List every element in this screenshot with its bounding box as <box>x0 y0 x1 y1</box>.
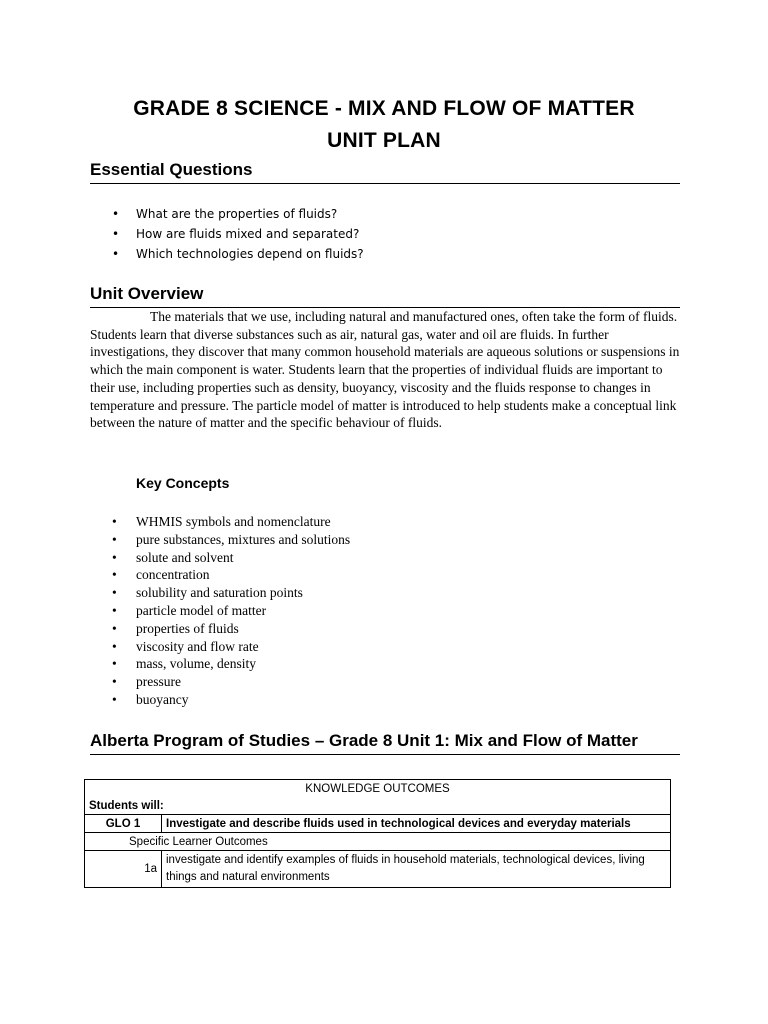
table-row <box>85 798 671 815</box>
essential-questions-heading: Essential Questions <box>90 160 253 179</box>
list-item: • How are fluids mixed and separated? <box>112 224 364 244</box>
list-item: • properties of fluids <box>112 620 350 638</box>
program-of-studies-heading: Alberta Program of Studies – Grade 8 Unit 1: Mix and Flow of Matter <box>90 731 638 750</box>
slo-code-cell: 1a <box>85 851 162 888</box>
list-item: • concentration <box>112 566 350 584</box>
title-line-1: GRADE 8 SCIENCE - MIX AND FLOW OF MATTER <box>133 97 635 120</box>
list-item: • What are the properties of fluids? <box>112 204 364 224</box>
knowledge-outcomes-table <box>84 779 671 888</box>
table-header-cell: KNOWLEDGE OUTCOMES <box>85 780 671 799</box>
glo-text-cell: Investigate and describe fluids used in technological devices and everyday materials <box>162 815 671 833</box>
list-item: • WHMIS symbols and nomenclature <box>112 513 350 531</box>
key-concepts-list <box>112 513 350 709</box>
table-row <box>85 815 671 833</box>
unit-overview-heading: Unit Overview <box>90 284 204 303</box>
table-row <box>85 833 671 851</box>
table-row <box>85 851 671 888</box>
title-line-2: UNIT PLAN <box>327 129 441 152</box>
list-item: • buoyancy <box>112 691 350 709</box>
glo-code-cell: GLO 1 <box>85 815 162 833</box>
list-item: • mass, volume, density <box>112 655 350 673</box>
students-will-cell: Students will: <box>85 798 671 815</box>
list-item: • solute and solvent <box>112 549 350 567</box>
slo-text-cell: investigate and identify examples of fluids in household materials, technological devices, living things and natural environments <box>162 851 671 888</box>
key-concepts-heading: Key Concepts <box>136 475 230 491</box>
list-item: • pressure <box>112 673 350 691</box>
list-item: • solubility and saturation points <box>112 584 350 602</box>
section-divider <box>90 754 680 755</box>
slo-label-cell: Specific Learner Outcomes <box>85 833 671 851</box>
section-divider <box>90 183 680 184</box>
table-row <box>85 780 671 799</box>
essential-questions-list <box>112 204 364 264</box>
list-item: • viscosity and flow rate <box>112 638 350 656</box>
list-item: • particle model of matter <box>112 602 350 620</box>
list-item: • Which technologies depend on fluids? <box>112 244 364 264</box>
list-item: • pure substances, mixtures and solutions <box>112 531 350 549</box>
unit-overview-text: The materials that we use, including natural and manufactured ones, often take the form of fluids. Students learn that diverse substances such as air, natural gas, water and oil are fluids. In further investigations, they discover that many common household materials are aqueous solutions or suspensions in which the main component is water. Students learn that the properties of individual fluids are important to their use, including properties such as density, buoyancy, viscosity and the fluids response to changes in temperature and pressure. The particle model of matter is introduced to help students make a conceptual link between the nature of matter and the specific behaviour of fluids. <box>90 309 680 431</box>
